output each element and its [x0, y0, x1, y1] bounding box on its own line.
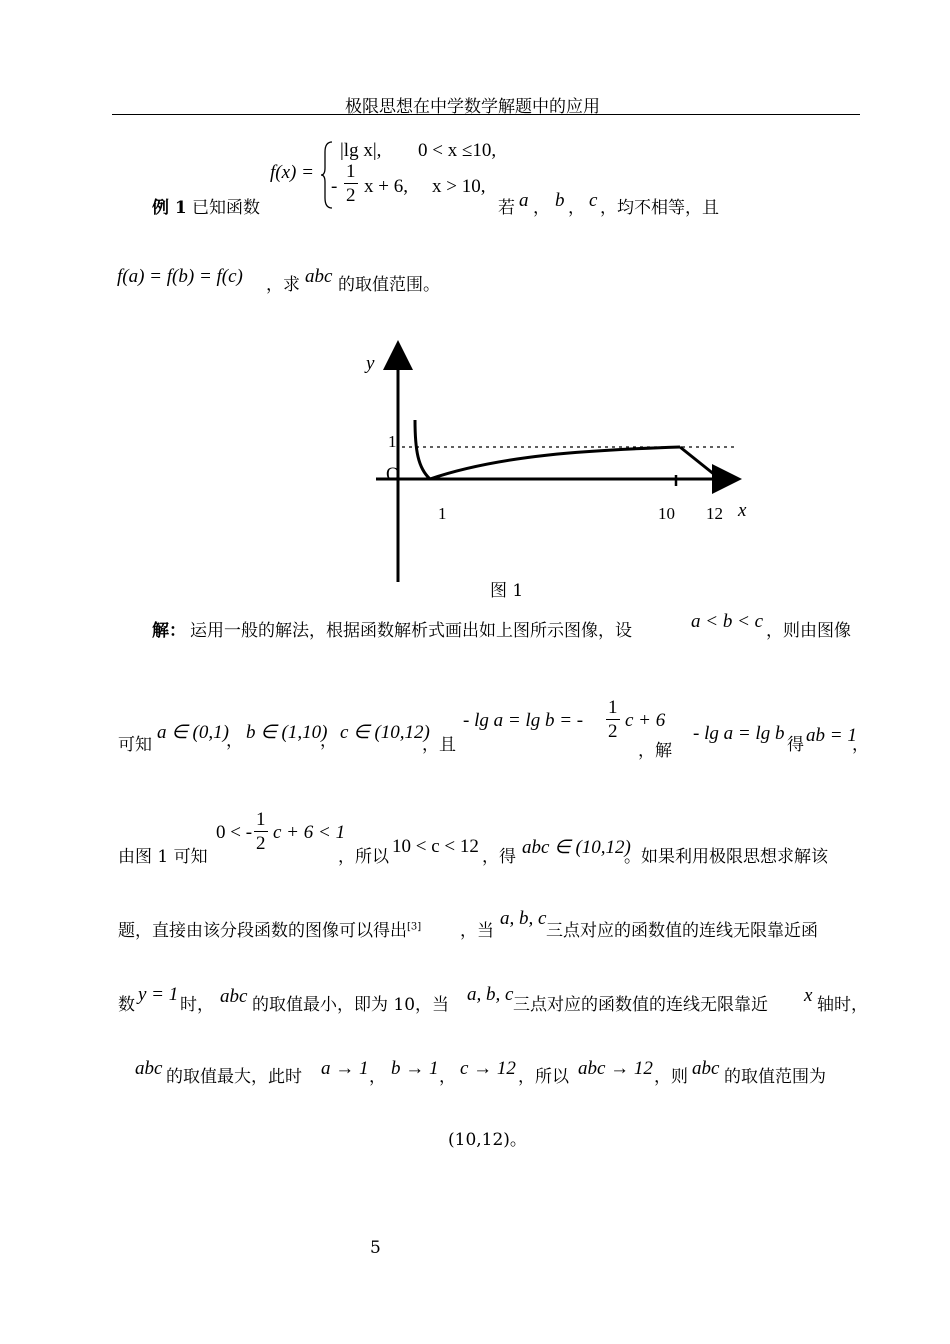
limit-a: a → 1	[321, 1058, 369, 1079]
inequality-numerator: 1	[256, 809, 266, 830]
vars-abc-2: a, b, c	[467, 984, 514, 1005]
origin-label: O	[386, 464, 400, 485]
solution-p2-prefix: 可知	[118, 735, 152, 755]
comma-1: ，	[533, 198, 550, 218]
line-y-equals-1: y = 1	[138, 984, 179, 1005]
case2-denominator: 2	[346, 185, 356, 206]
page-number: 5	[370, 1238, 381, 1258]
range-c: c ∈ (10,12)	[340, 722, 430, 743]
case2-numerator: 1	[346, 161, 356, 182]
equation-denominator: 2	[608, 721, 618, 742]
solution-p3-prefix: 由图 1 可知	[118, 847, 208, 867]
comma-6: ，	[439, 1067, 456, 1087]
inequality-tail: c + 6 < 1	[273, 822, 346, 843]
condition-text: ，均不相等，且	[600, 198, 719, 218]
case2-sign: -	[331, 176, 338, 197]
solution-p4-prefix	[118, 916, 421, 941]
final-answer: (10,12)。	[448, 1130, 527, 1150]
abc-1: abc	[220, 986, 248, 1007]
function-graph	[360, 340, 760, 590]
abc-2: abc	[135, 1058, 163, 1079]
var-b: b	[555, 190, 565, 211]
x-tick-label-10: 10	[658, 504, 675, 523]
case1-expression: |lg x|,	[340, 140, 382, 161]
solution-p6-so: ，所以	[518, 1067, 569, 1087]
range-c-2: 10 < c < 12	[392, 836, 479, 857]
range-a: a ∈ (0,1)	[157, 722, 229, 743]
solution-p4-text: 题，直接由该分段函数的图像可以得出	[118, 921, 407, 941]
product-ab: ab = 1	[806, 725, 857, 746]
solution-p1: 运用一般的解法，根据函数解析式画出如上图所示图像，设	[190, 621, 632, 641]
equation-tail: c + 6	[625, 710, 666, 731]
case2-tail: x + 6,	[364, 176, 408, 197]
solution-p6-range: 的取值范围为	[724, 1067, 826, 1087]
condition-if: 若	[498, 198, 515, 218]
x-axis-label: x	[738, 500, 747, 521]
ask-prefix: ，求	[266, 275, 300, 295]
solution-p3-get: ，得	[482, 847, 516, 867]
equation-numerator: 1	[608, 697, 618, 718]
solution-p5-prefix: 数	[118, 995, 135, 1015]
var-a: a	[519, 190, 529, 211]
comma-4: ，	[320, 731, 337, 751]
solution-p5-end: 轴时，	[817, 995, 868, 1015]
inequality-denominator: 2	[256, 833, 266, 854]
case2-condition: x > 10,	[432, 176, 486, 197]
limit-b: b → 1	[391, 1058, 439, 1079]
equation-fraction	[604, 698, 622, 741]
equality-condition: f(a) = f(b) = f(c)	[117, 266, 243, 287]
example-label: 例 1	[152, 198, 187, 218]
ask-suffix: 的取值范围。	[338, 275, 440, 295]
y-axis-label: y	[366, 353, 375, 374]
case1-condition: 0 < x ≤10,	[418, 140, 497, 161]
y-tick-1: 1	[388, 432, 397, 451]
solution-p3-end: 。如果利用极限思想求解该	[624, 847, 828, 867]
solution-p6-max: 的取值最大，此时	[166, 1067, 302, 1087]
limit-c: c → 12	[460, 1058, 516, 1079]
solution-p4-when: ，当	[460, 921, 494, 941]
comma-5: ，	[369, 1067, 386, 1087]
citation-3: [3]	[407, 921, 422, 933]
solution-p3-so: ，所以	[338, 847, 389, 867]
equation-2: - lg a = lg b	[693, 723, 785, 744]
comma-3: ，	[226, 731, 243, 751]
solution-p4-post: 三点对应的函数值的连线无限靠近函	[546, 921, 818, 941]
running-header: 极限思想在中学数学解题中的应用	[345, 97, 600, 117]
x-tick-label-12: 12	[706, 504, 723, 523]
range-b: b ∈ (1,10)	[246, 722, 328, 743]
solution-p5-post: 三点对应的函数值的连线无限靠近	[513, 995, 768, 1015]
limit-abc: abc → 12	[578, 1058, 653, 1079]
solution-p1-end: ，则由图像	[766, 621, 851, 641]
curve-lg	[430, 447, 680, 479]
var-x: x	[804, 985, 813, 1006]
case2-fraction	[342, 162, 360, 205]
abc-3: abc	[692, 1058, 720, 1079]
result-abc: abc ∈ (10,12)	[522, 837, 631, 858]
inequality-fraction	[252, 810, 270, 853]
solution-p2-end: ，	[852, 735, 869, 755]
line-segment	[680, 447, 720, 479]
order-inequality: a < b < c	[691, 611, 764, 632]
var-c: c	[589, 190, 598, 211]
piecewise-brace	[320, 140, 336, 210]
solution-p2-and: ，且	[422, 735, 456, 755]
equation-lead: - lg a = lg b = -	[463, 710, 584, 731]
x-tick-label-1: 1	[438, 504, 447, 523]
solution-p5-mid: 时，	[180, 995, 214, 1015]
inequality-lead: 0 < -	[216, 822, 253, 843]
curve-neg-lg	[415, 420, 430, 479]
ask-variable: abc	[305, 266, 333, 287]
function-name: f(x) =	[270, 162, 314, 183]
solution-p2-get: 得	[787, 735, 804, 755]
solution-p2-solve: ，解	[638, 741, 672, 761]
solution-label: 解：	[152, 621, 186, 641]
vars-abc-1: a, b, c	[500, 908, 547, 929]
solution-p5-min: 的取值最小，即为 10，当	[252, 995, 450, 1015]
figure-caption: 图 1	[490, 581, 524, 601]
example-intro: 已知函数	[192, 198, 260, 218]
solution-p6-then: ，则	[654, 1067, 688, 1087]
comma-2: ，	[568, 198, 585, 218]
header-rule	[112, 114, 860, 115]
